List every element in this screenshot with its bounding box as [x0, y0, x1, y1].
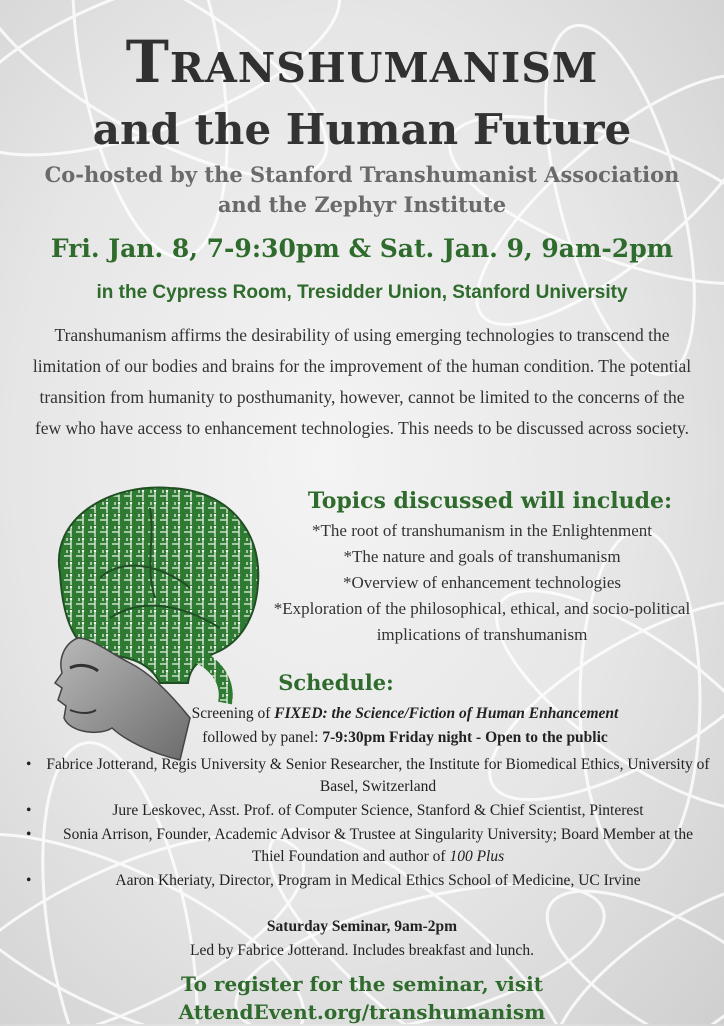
list-item	[20, 800, 710, 822]
list-item	[20, 824, 710, 868]
screening-prefix: Screening of	[191, 705, 275, 722]
panelist-list	[20, 754, 710, 894]
page-subtitle: and the Human Future	[92, 105, 632, 154]
panelist-text: Sonia Arrison, Founder, Academic Advisor & Trustee at Singularity University; Board Member at the Thiel Foundation and author of	[62, 826, 694, 865]
cohost-line: Co-hosted by the Stanford Transhumanist Association and the Zephyr Institute	[44, 162, 680, 217]
screening-info	[100, 702, 710, 750]
topics-list	[262, 518, 702, 648]
schedule-heading: Schedule:	[278, 670, 394, 695]
description: Transhumanism affirms the desirability of using emerging technologies to transcend the limitation of our bodies and brains for the improvement of the human condition. The potential transition from humanity to posthumanity, however, cannot be limited to the concerns of the few who have access to enhancement technologies. This needs to be discussed across society.	[32, 325, 692, 438]
topic-item: *The root of transhumanism in the Enlightenment	[312, 521, 652, 540]
topic-item: *The nature and goals of transhumanism	[343, 547, 621, 566]
saturday-desc: Led by Fabrice Jotterand. Includes breakfast and lunch.	[190, 942, 534, 959]
panel-prefix: followed by panel:	[202, 729, 323, 746]
list-item	[20, 754, 710, 798]
page-title: Transhumanism	[125, 28, 599, 96]
topic-item: *Exploration of the philosophical, ethical, and socio-political implications of transhumanism	[273, 599, 691, 644]
topic-item: *Overview of enhancement technologies	[342, 573, 622, 592]
panelist-text: Aaron Kheriaty, Director, Program in Medical Ethics School of Medicine, UC Irvine	[115, 872, 641, 889]
event-dates: Fri. Jan. 8, 7-9:30pm & Sat. Jan. 9, 9am-2pm	[50, 234, 674, 263]
topics-heading: Topics discussed will include:	[307, 488, 673, 514]
panel-time: 7-9:30pm Friday night - Open to the public	[322, 729, 608, 746]
panelist-text: Fabrice Jotterand, Regis University & Senior Researcher, the Institute for Biomedical Ethics, University of Basel, Switzerland	[46, 756, 710, 795]
list-item	[20, 870, 710, 892]
register-link[interactable]: To register for the seminar, visit AttendEvent.org/transhumanism	[178, 972, 546, 1024]
event-venue: in the Cypress Room, Tresidder Union, Stanford University	[96, 282, 628, 303]
book-title: 100 Plus	[449, 848, 505, 865]
panelist-text: Jure Leskovec, Asst. Prof. of Computer Science, Stanford & Chief Scientist, Pinterest	[112, 802, 644, 819]
saturday-title: Saturday Seminar, 9am-2pm	[266, 918, 458, 935]
film-title: FIXED: the Science/Fiction of Human Enhancement	[274, 705, 619, 722]
